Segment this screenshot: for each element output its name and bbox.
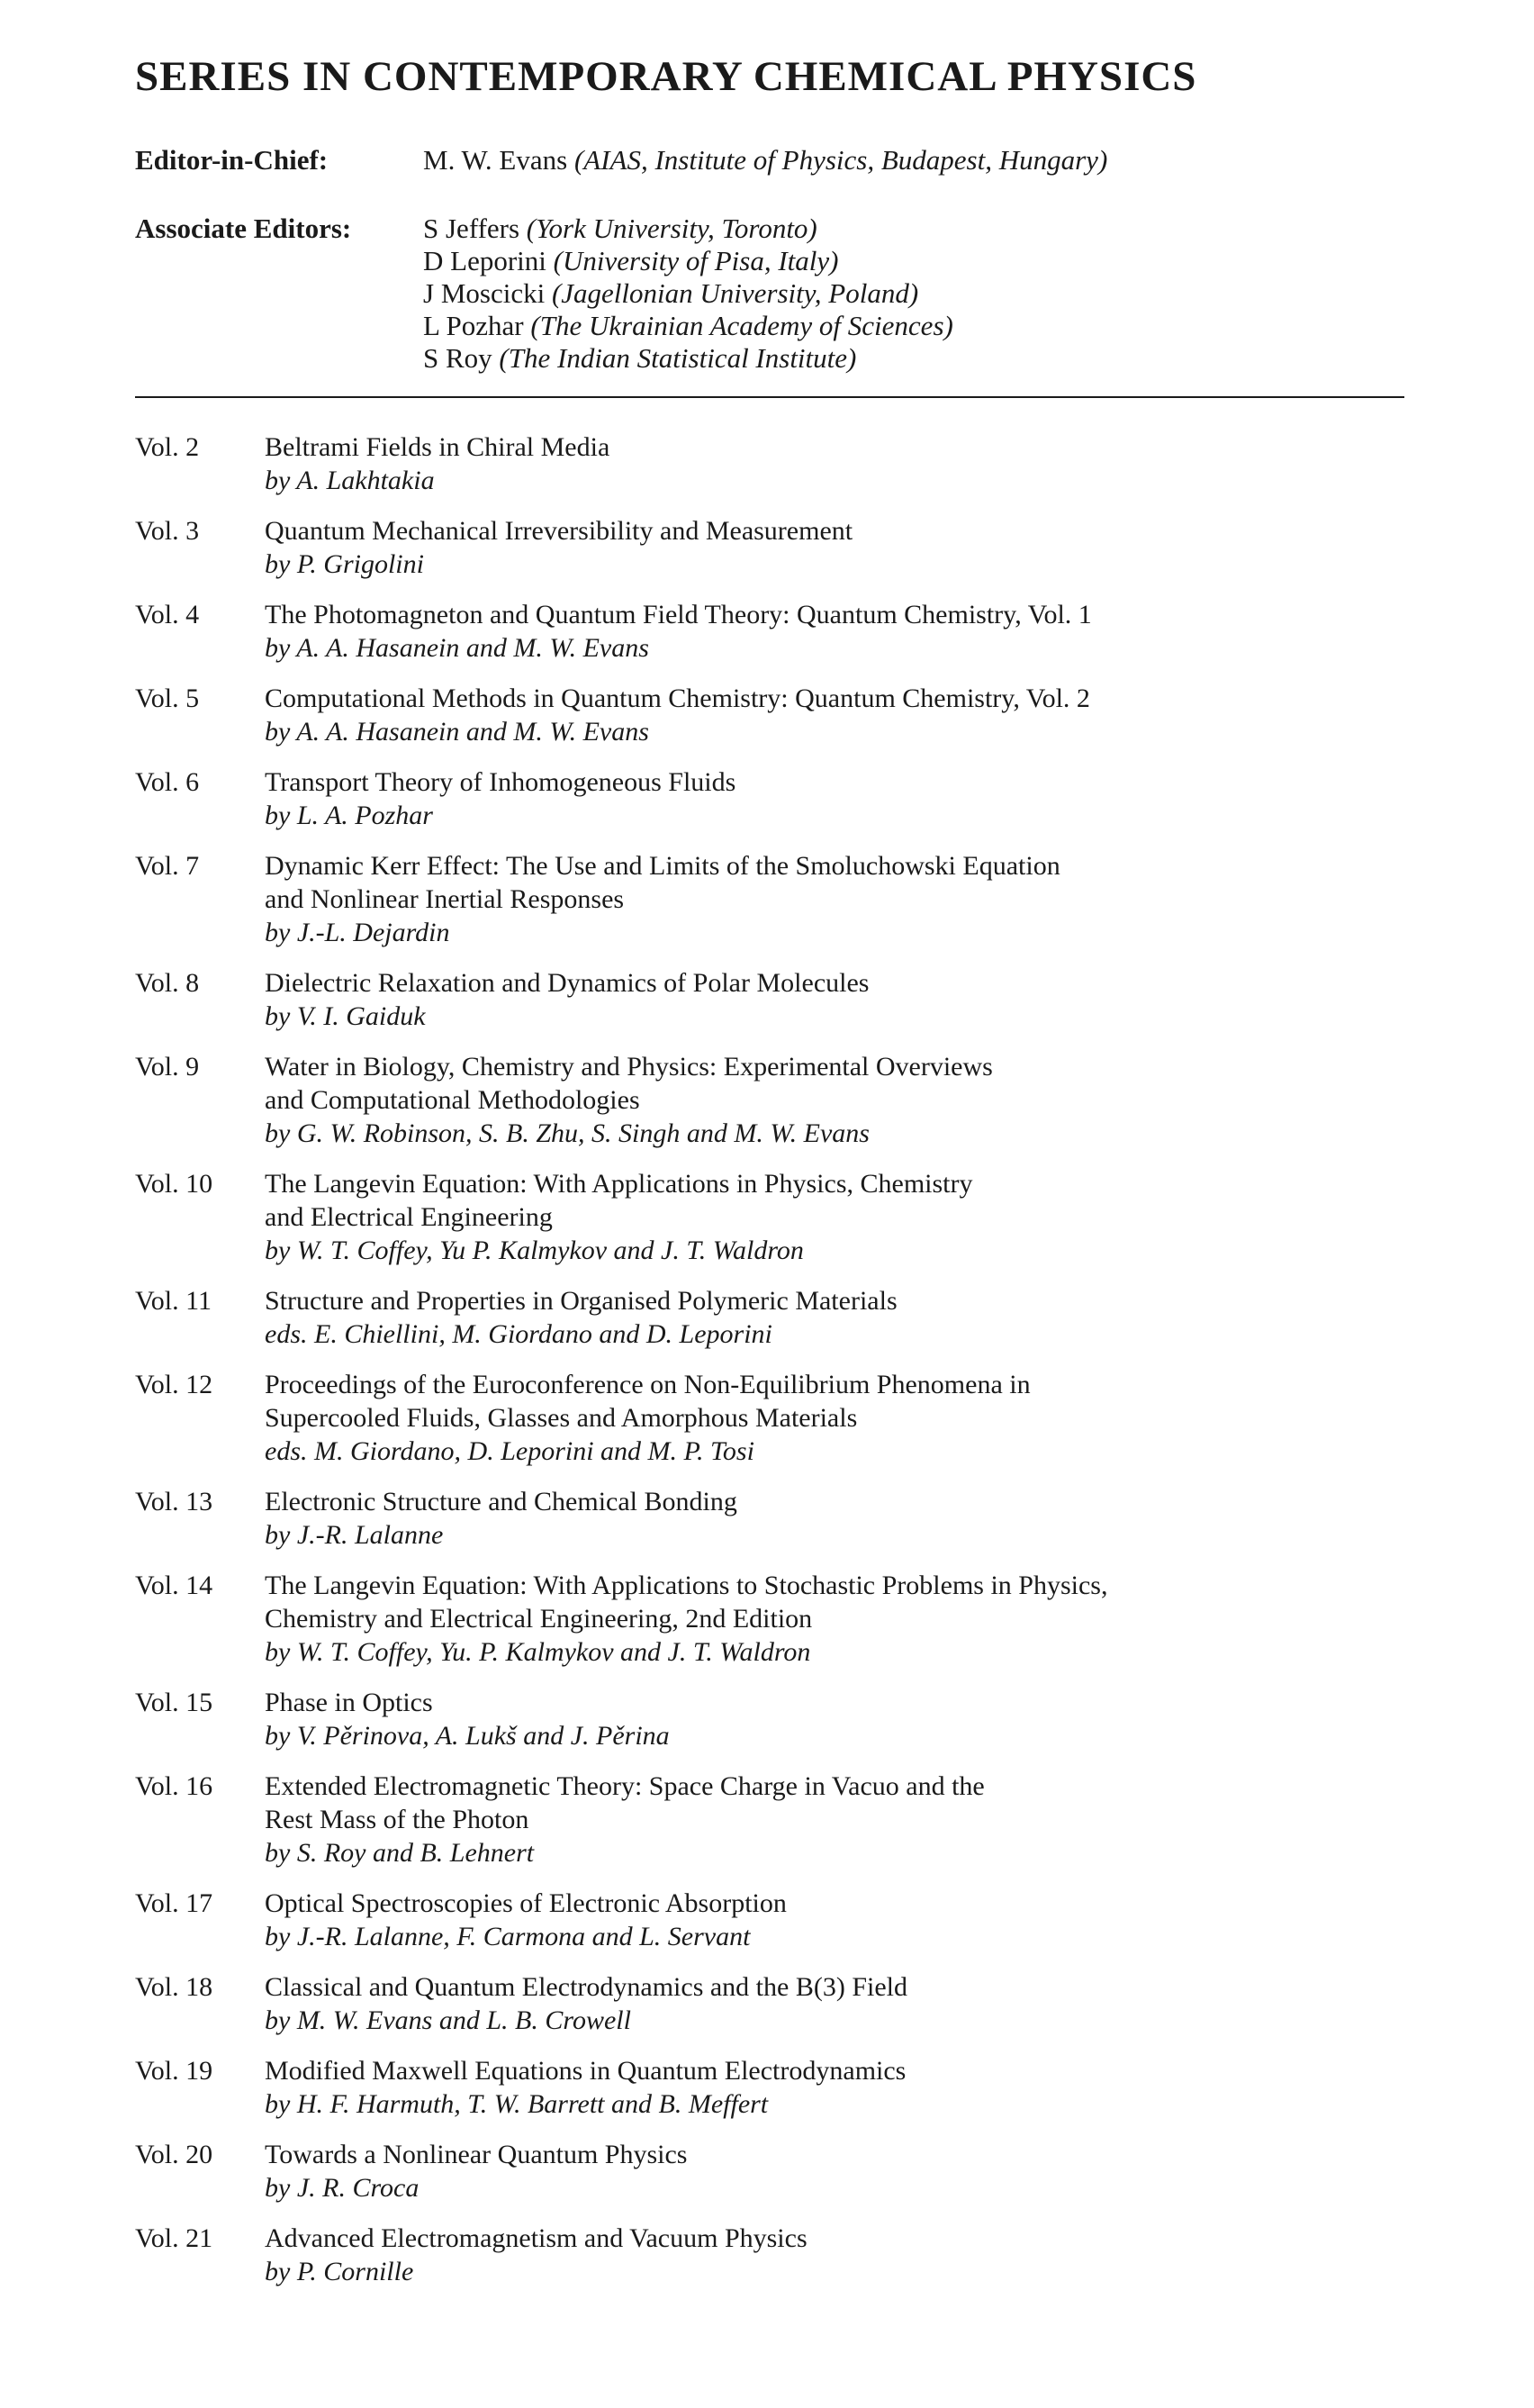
volume-entry: [135, 765, 1404, 832]
editor-affiliation: (York University, Toronto): [526, 212, 817, 244]
volume-authors: by J.-R. Lalanne, F. Carmona and L. Servant: [265, 1921, 751, 1951]
volume-entry: [135, 430, 1404, 497]
editor-affiliation: (University of Pisa, Italy): [553, 244, 839, 276]
volume-authors: by W. T. Coffey, Yu P. Kalmykov and J. T. Waldron: [265, 1235, 804, 1265]
volume-authors: by J.-R. Lalanne: [265, 1519, 444, 1550]
volume-title: Dielectric Relaxation and Dynamics of Polar Molecules: [265, 967, 870, 998]
divider: [135, 396, 1404, 398]
volume-title: Electronic Structure and Chemical Bonding: [265, 1486, 737, 1516]
volume-entry: [135, 1686, 1404, 1752]
volume-entry: [135, 1970, 1404, 2037]
volume-authors: eds. M. Giordano, D. Leporini and M. P. Tosi: [265, 1435, 754, 1466]
volume-authors: by G. W. Robinson, S. B. Zhu, S. Singh and M. W. Evans: [265, 1118, 870, 1148]
volume-number: Vol. 18: [135, 1971, 213, 2002]
volume-number: Vol. 11: [135, 1285, 212, 1316]
volume-entry: [135, 1485, 1404, 1552]
volume-details: [265, 514, 1404, 581]
editor-in-chief: [423, 144, 1404, 177]
volume-title: Computational Methods in Quantum Chemistry: Quantum Chemistry, Vol. 2: [265, 683, 1090, 713]
volume-entry: [135, 849, 1404, 949]
editor-in-chief-row: [135, 144, 1404, 177]
associate-editors-row: [135, 213, 1404, 375]
editor-affiliation: (AIAS, Institute of Physics, Budapest, Hungary): [573, 143, 1108, 176]
volume-title: Towards a Nonlinear Quantum Physics: [265, 2139, 688, 2169]
volume-number: Vol. 16: [135, 1770, 213, 1801]
volume-details: [265, 2054, 1404, 2121]
volume-authors: by W. T. Coffey, Yu. P. Kalmykov and J. T. Waldron: [265, 1636, 811, 1667]
volume-details: [265, 1686, 1404, 1752]
editor-affiliation: (The Ukrainian Academy of Sciences): [530, 309, 953, 341]
editor-name: J Moscicki: [423, 276, 546, 309]
volume-entry: [135, 1770, 1404, 1869]
volume-title: Classical and Quantum Electrodynamics and the B(3) Field: [265, 1971, 907, 2002]
associate-editors-label: Associate Editors:: [135, 212, 352, 244]
volume-authors: by A. A. Hasanein and M. W. Evans: [265, 716, 649, 747]
editor-name: M. W. Evans: [423, 143, 568, 176]
volume-title: Water in Biology, Chemistry and Physics: Experimental Overviews and Computational Methodologies: [265, 1051, 993, 1115]
associate-editor: [423, 277, 1404, 310]
volume-details: [265, 1050, 1404, 1150]
volume-number: Vol. 10: [135, 1168, 213, 1199]
volume-title: Extended Electromagnetic Theory: Space Charge in Vacuo and the Rest Mass of the Photon: [265, 1770, 985, 1834]
volume-entry: [135, 1887, 1404, 1953]
volume-title: Phase in Optics: [265, 1687, 433, 1717]
volume-number: Vol. 17: [135, 1887, 213, 1918]
editor-line: [423, 144, 1404, 177]
volume-title: Modified Maxwell Equations in Quantum Electrodynamics: [265, 2055, 907, 2086]
volume-number: Vol. 6: [135, 766, 200, 797]
volume-title: The Langevin Equation: With Applications to Stochastic Problems in Physics, Chemistry and Electrical Engineering, 2nd Edition: [265, 1570, 1108, 1634]
volume-title: Structure and Properties in Organised Polymeric Materials: [265, 1285, 898, 1316]
volume-details: [265, 682, 1404, 748]
volume-title: Advanced Electromagnetism and Vacuum Physics: [265, 2222, 808, 2253]
volume-entry: [135, 1050, 1404, 1150]
volume-title: Quantum Mechanical Irreversibility and Measurement: [265, 515, 853, 546]
volume-entry: [135, 1167, 1404, 1267]
volume-entry: [135, 1569, 1404, 1669]
editor-name: S Jeffers: [423, 212, 520, 244]
volume-details: [265, 1970, 1404, 2037]
volume-number: Vol. 20: [135, 2139, 213, 2169]
editor-in-chief-label: Editor-in-Chief:: [135, 143, 329, 176]
volume-number: Vol. 7: [135, 850, 200, 881]
volume-details: [265, 598, 1404, 665]
volume-title: Proceedings of the Euroconference on Non-Equilibrium Phenomena in Supercooled Fluids, Glasses and Amorphous Materials: [265, 1369, 1031, 1433]
volume-title: Transport Theory of Inhomogeneous Fluids: [265, 766, 736, 797]
associate-editors-list: [423, 213, 1404, 375]
volume-list: [135, 430, 1404, 2288]
volume-details: [265, 2222, 1404, 2288]
volume-authors: by J. R. Croca: [265, 2172, 420, 2203]
volume-number: Vol. 15: [135, 1687, 213, 1717]
volume-entry: [135, 1368, 1404, 1468]
volume-number: Vol. 3: [135, 515, 200, 546]
volume-details: [265, 1569, 1404, 1669]
volume-authors: by V. I. Gaiduk: [265, 1000, 426, 1031]
volume-authors: by A. Lakhtakia: [265, 465, 435, 495]
volume-details: [265, 849, 1404, 949]
volume-details: [265, 765, 1404, 832]
volume-entry: [135, 682, 1404, 748]
volume-entry: [135, 1284, 1404, 1351]
editor-name: S Roy: [423, 341, 492, 374]
volume-authors: by P. Cornille: [265, 2256, 414, 2286]
volume-title: Beltrami Fields in Chiral Media: [265, 431, 610, 462]
editor-name: D Leporini: [423, 244, 546, 276]
volume-title: The Photomagneton and Quantum Field Theory: Quantum Chemistry, Vol. 1: [265, 599, 1092, 629]
volume-details: [265, 1284, 1404, 1351]
volume-entry: [135, 598, 1404, 665]
editor-name: L Pozhar: [423, 309, 524, 341]
volume-authors: by S. Roy and B. Lehnert: [265, 1837, 535, 1868]
associate-editor: [423, 213, 1404, 245]
associate-editor: [423, 310, 1404, 342]
volume-entry: [135, 2138, 1404, 2204]
volume-authors: by P. Grigolini: [265, 548, 424, 579]
volume-details: [265, 1368, 1404, 1468]
volume-details: [265, 430, 1404, 497]
volume-title: Dynamic Kerr Effect: The Use and Limits of the Smoluchowski Equation and Nonlinear Inertial Responses: [265, 850, 1060, 914]
volume-details: [265, 966, 1404, 1033]
volume-details: [265, 2138, 1404, 2204]
volume-number: Vol. 2: [135, 431, 200, 462]
volume-entry: [135, 966, 1404, 1033]
volume-number: Vol. 14: [135, 1570, 213, 1600]
volume-authors: by L. A. Pozhar: [265, 800, 433, 830]
series-page: [135, 54, 1404, 2305]
volume-authors: eds. E. Chiellini, M. Giordano and D. Leporini: [265, 1318, 772, 1349]
volume-number: Vol. 21: [135, 2222, 213, 2253]
associate-editor: [423, 342, 1404, 375]
volume-title: The Langevin Equation: With Applications in Physics, Chemistry and Electrical Engineering: [265, 1168, 973, 1232]
volume-number: Vol. 9: [135, 1051, 200, 1082]
volume-details: [265, 1485, 1404, 1552]
volume-details: [265, 1770, 1404, 1869]
volume-details: [265, 1887, 1404, 1953]
volume-entry: [135, 514, 1404, 581]
volume-authors: by A. A. Hasanein and M. W. Evans: [265, 632, 649, 663]
volume-authors: by V. Pěrinova, A. Lukš and J. Pěrina: [265, 1720, 670, 1751]
volume-number: Vol. 12: [135, 1369, 213, 1399]
editor-affiliation: (Jagellonian University, Poland): [551, 276, 919, 309]
volume-details: [265, 1167, 1404, 1267]
volume-entry: [135, 2054, 1404, 2121]
volume-number: Vol. 5: [135, 683, 200, 713]
volume-number: Vol. 4: [135, 599, 200, 629]
volume-number: Vol. 13: [135, 1486, 213, 1516]
volume-title: Optical Spectroscopies of Electronic Absorption: [265, 1887, 787, 1918]
volume-number: Vol. 19: [135, 2055, 213, 2086]
volume-authors: by J.-L. Dejardin: [265, 917, 450, 947]
series-title: SERIES IN CONTEMPORARY CHEMICAL PHYSICS: [135, 53, 1197, 100]
associate-editor: [423, 245, 1404, 277]
editor-affiliation: (The Indian Statistical Institute): [499, 341, 857, 374]
volume-authors: by H. F. Harmuth, T. W. Barrett and B. Meffert: [265, 2088, 769, 2119]
volume-entry: [135, 2222, 1404, 2288]
volume-authors: by M. W. Evans and L. B. Crowell: [265, 2005, 631, 2035]
volume-number: Vol. 8: [135, 967, 200, 998]
